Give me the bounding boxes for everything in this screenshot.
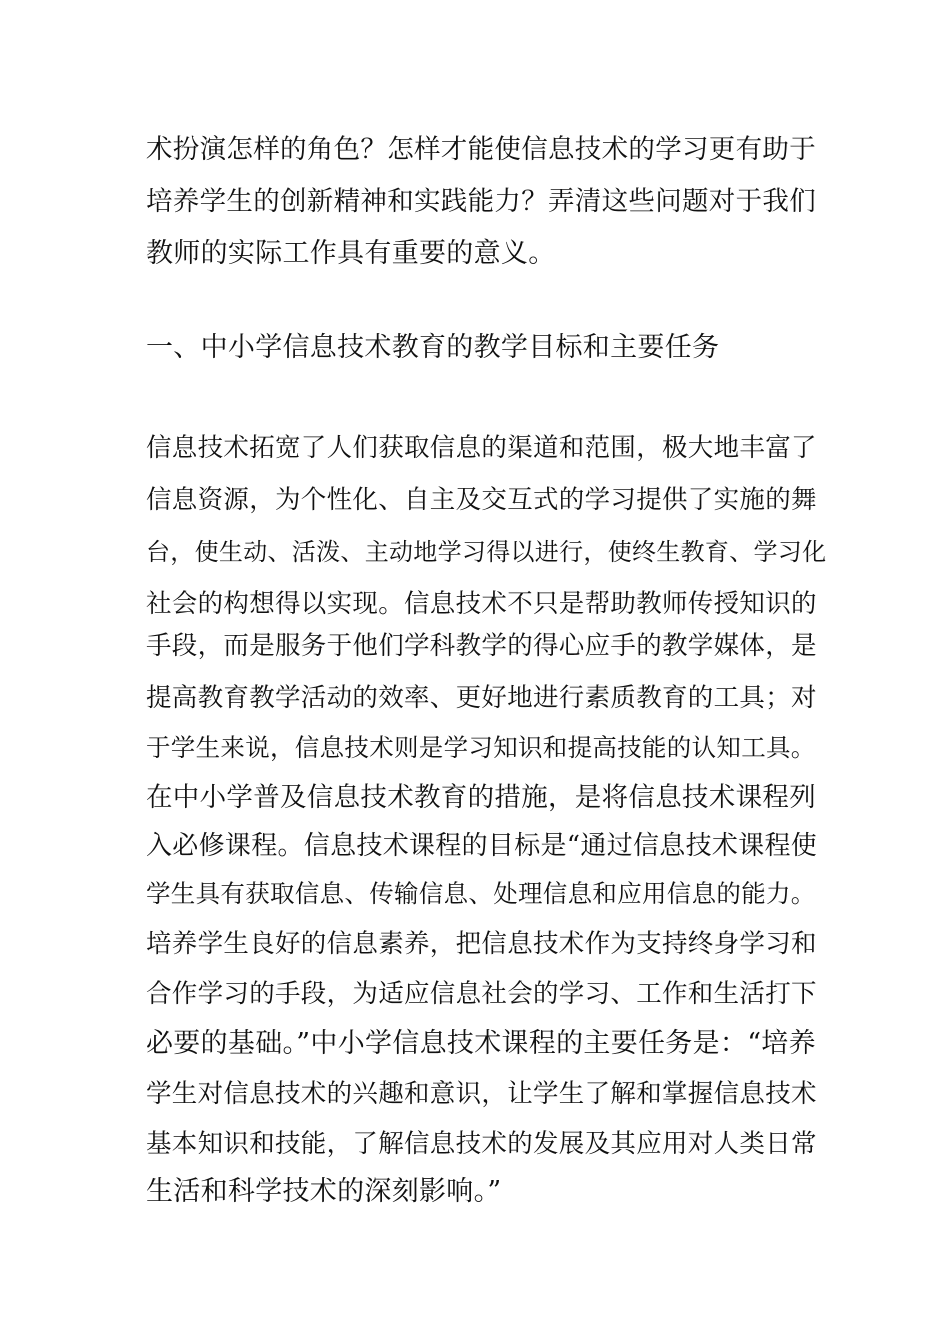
body-line: 社会的构想得以实现。信息技术不只是帮助教师传授知识的: [146, 589, 817, 619]
body-line: 在中小学普及信息技术教育的措施，是将信息技术课程列: [146, 782, 816, 813]
section-heading: 一、中小学信息技术教育的教学目标和主要任务: [146, 332, 720, 363]
body-line: 提高教育教学活动的效率、更好地进行素质教育的工具；对: [146, 683, 817, 713]
body-line: 合作学习的手段，为适应信息社会的学习、工作和生活打下: [146, 979, 817, 1009]
intro-line: 培养学生的创新精神和实践能力？弄清这些问题对于我们: [146, 186, 816, 217]
body-line: 入必修课程。信息技术课程的目标是“通过信息技术课程使: [146, 831, 818, 861]
body-line: 手段，而是服务于他们学科教学的得心应手的教学媒体，是: [146, 631, 817, 661]
body-line: 学生对信息技术的兴趣和意识，让学生了解和掌握信息技术: [146, 1079, 817, 1109]
body-line: 必要的基础。”中小学信息技术课程的主要任务是：“培养: [146, 1028, 816, 1059]
intro-line: 教师的实际工作具有重要的意义。: [146, 238, 556, 269]
body-line: 台，使生动、活泼、主动地学习得以进行，使终生教育、学习化: [146, 538, 827, 566]
intro-line: 术扮演怎样的角色？怎样才能使信息技术的学习更有助于: [146, 134, 816, 165]
body-line: 学生具有获取信息、传输信息、处理信息和应用信息的能力。: [146, 879, 816, 908]
body-line: 信息技术拓宽了人们获取信息的渠道和范围，极大地丰富了: [146, 433, 817, 463]
body-line: 培养学生良好的信息素养，把信息技术作为支持终身学习和: [146, 929, 817, 959]
body-line: 于学生来说，信息技术则是学习知识和提高技能的认知工具。: [146, 733, 816, 762]
body-line: 信息资源，为个性化、自主及交互式的学习提供了实施的舞: [146, 485, 817, 515]
body-line: 基本知识和技能，了解信息技术的发展及其应用对人类日常: [146, 1129, 817, 1159]
body-line: 生活和科学技术的深刻影响。”: [146, 1176, 502, 1207]
